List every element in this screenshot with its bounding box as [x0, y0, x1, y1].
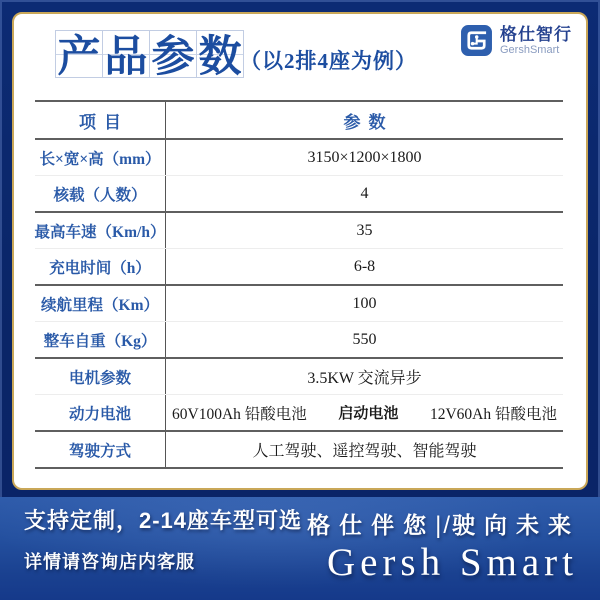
col-header-item: 项目 — [35, 102, 166, 138]
table-row — [35, 175, 563, 211]
brand-name-cn: 格仕智行 — [500, 24, 572, 44]
table-row — [35, 357, 563, 394]
brand-name-en: Gersh Smart — [326, 541, 578, 584]
row-label: 续航里程（Km） — [35, 286, 166, 321]
row-value: 35 — [356, 221, 373, 239]
row-value: 3.5KW 交流异步 — [307, 370, 422, 387]
brand-logo — [460, 24, 572, 57]
row-label: 长×宽×高（mm） — [35, 140, 166, 175]
row-label: 整车自重（Kg） — [35, 322, 166, 357]
spec-table — [35, 100, 563, 469]
row-value: 人工驾驶、遥控驾驶、智能驾驶 — [252, 443, 477, 460]
slogan-right: 驶向未来 — [452, 512, 580, 538]
brand-slogan — [307, 507, 580, 540]
title-char-cell — [196, 30, 244, 81]
col-header-parameter: 参数 — [343, 112, 394, 132]
title-char: 产 — [57, 34, 101, 81]
table-row-battery — [35, 394, 563, 430]
row-label: 动力电池 — [35, 395, 166, 430]
contact-note: 详情请咨询店内客服 — [24, 552, 195, 572]
title-char-cell — [55, 30, 103, 81]
table-row — [35, 321, 563, 357]
row-label: 最高车速（Km/h） — [35, 213, 166, 248]
table-row — [35, 284, 563, 321]
row-label: 驾驶方式 — [35, 432, 166, 467]
row-label: 电机参数 — [35, 359, 166, 394]
battery-starter: 启动电池 — [338, 405, 399, 422]
row-value: 3150×1200×1800 — [307, 148, 422, 166]
table-row — [35, 430, 563, 467]
page-title — [55, 30, 243, 81]
row-value: 4 — [360, 184, 369, 202]
brand-logo-text — [500, 25, 572, 57]
title-char-cell — [102, 30, 150, 81]
slogan-left: 格仕伴您 — [307, 512, 436, 538]
brand-name-en-small: GershSmart — [500, 43, 560, 56]
battery-aux: 12V60Ah 铅酸电池 — [429, 405, 557, 423]
row-value: 100 — [352, 294, 377, 312]
table-row — [35, 140, 563, 175]
title-char: 参 — [151, 34, 195, 81]
title-char: 数 — [198, 34, 242, 81]
brand-logo-icon — [460, 24, 493, 57]
title-char: 品 — [104, 34, 148, 81]
row-value — [166, 395, 563, 430]
battery-main: 60V100Ah 铅酸电池 — [172, 405, 307, 423]
row-value: 6-8 — [353, 257, 376, 275]
title-char-cell — [149, 30, 197, 81]
row-label: 核载（人数） — [35, 176, 166, 211]
custom-note: 支持定制，2-14座车型可选 — [24, 508, 303, 533]
slogan-divider: |/ — [435, 512, 452, 539]
row-value: 550 — [352, 330, 377, 348]
table-row — [35, 211, 563, 248]
content-card — [12, 12, 588, 490]
title-subtitle: （以2排4座为例） — [240, 49, 417, 73]
table-row — [35, 248, 563, 284]
row-label: 充电时间（h） — [35, 249, 166, 284]
table-header-row — [35, 102, 563, 140]
bottom-band — [0, 497, 600, 600]
